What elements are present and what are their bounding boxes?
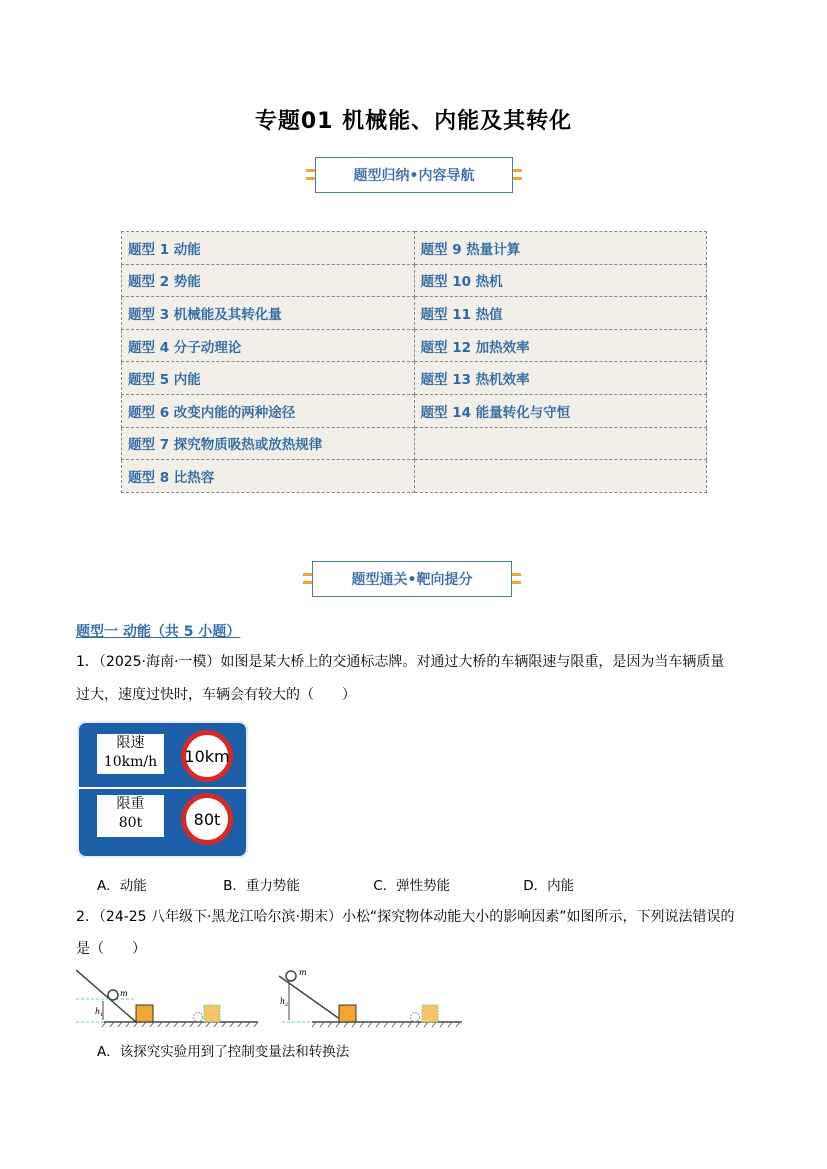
q1-option-a: A．动能 (97, 878, 147, 894)
speed-limit-label: 限速 (116, 735, 145, 751)
nav-table-row (122, 394, 707, 427)
q2-text-line2: 是（ ） (76, 941, 146, 957)
nav-table-cell (414, 460, 707, 493)
document-title: 专题01 机械能、内能及其转化 (254, 109, 573, 134)
mass-label: m (120, 989, 128, 998)
height-label-2-sub: 2 (285, 1002, 289, 1008)
nav-table-cell: 题型 4 分子动理论 (122, 329, 415, 362)
ramp-experiment-figure (76, 966, 470, 1030)
speed-limit-value: 10km/h (103, 754, 158, 770)
nav-table-cell: 题型 11 热值 (414, 297, 707, 330)
q1-option-c: C．弹性势能 (373, 878, 451, 894)
q1-text-line1: 1．（2025·海南·一模）如图是某大桥上的交通标志牌。对通过大桥的车辆限速与限重，是因为当车辆质量 (76, 654, 725, 670)
block-icon (136, 1005, 153, 1022)
block-icon (339, 1005, 356, 1022)
pass-banner (303, 560, 521, 600)
nav-table-cell: 题型 9 热量计算 (414, 232, 707, 265)
nav-table-cell: 题型 8 比热容 (122, 460, 415, 493)
nav-table-cell (414, 427, 707, 460)
pass-banner-label: 题型通关•靶向提分 (312, 561, 512, 597)
section-heading: 题型一 动能（共 5 小题） (76, 624, 241, 640)
q1-option-d: D．内能 (523, 878, 575, 894)
nav-table-row (122, 297, 707, 330)
q2-text-line1: 2．（24-25 八年级下·黑龙江哈尔滨·期末）小松“探究物体动能大小的影响因素”如图所示，下列说法错误的 (76, 909, 735, 925)
nav-table-cell: 题型 5 内能 (122, 362, 415, 395)
topic-nav-table (121, 231, 707, 493)
nav-table-cell: 题型 10 热机 (414, 264, 707, 297)
ball-icon (286, 971, 296, 981)
nav-table-row (122, 460, 707, 493)
traffic-sign-image (77, 721, 248, 858)
nav-table-cell: 题型 12 加热效率 (414, 329, 707, 362)
nav-table-cell: 题型 3 机械能及其转化量 (122, 297, 415, 330)
ramp-diagram-1 (76, 970, 258, 1027)
nav-table-cell: 题型 7 探究物质吸热或放热规律 (122, 427, 415, 460)
nav-banner (306, 156, 522, 196)
mass-label: m (299, 968, 307, 977)
weight-limit-panel (97, 795, 164, 837)
nav-table-row (122, 232, 707, 265)
q2-option-a: A．该探究实验用到了控制变量法和转换法 (97, 1044, 350, 1060)
q1-text-line2: 过大，速度过快时，车辆会有较大的（ ） (76, 687, 356, 703)
nav-table-cell: 题型 14 能量转化与守恒 (414, 394, 707, 427)
ramp-diagram-2 (276, 968, 462, 1027)
q1-options (97, 874, 574, 894)
nav-table-cell: 题型 6 改变内能的两种途径 (122, 394, 415, 427)
nav-table-cell: 题型 2 势能 (122, 264, 415, 297)
ball-icon (108, 990, 118, 1000)
sign-divider (77, 787, 248, 789)
nav-banner-label: 题型归纳•内容导航 (315, 157, 513, 193)
speed-limit-circle: 10km (181, 730, 233, 782)
nav-table-cell: 题型 1 动能 (122, 232, 415, 265)
nav-table-row (122, 264, 707, 297)
height-label-2: h (280, 997, 286, 1006)
q1-option-b: B．重力势能 (223, 878, 300, 894)
speed-limit-panel (97, 734, 164, 774)
weight-limit-circle: 80t (181, 793, 233, 845)
nav-table-row (122, 362, 707, 395)
height-label-1: h (95, 1007, 101, 1016)
weight-limit-label: 限重 (116, 796, 145, 812)
nav-table-row (122, 427, 707, 460)
weight-limit-value: 80t (118, 815, 143, 831)
height-label-1-sub: 1 (100, 1012, 104, 1018)
nav-table-row (122, 329, 707, 362)
nav-table-cell: 题型 13 热机效率 (414, 362, 707, 395)
